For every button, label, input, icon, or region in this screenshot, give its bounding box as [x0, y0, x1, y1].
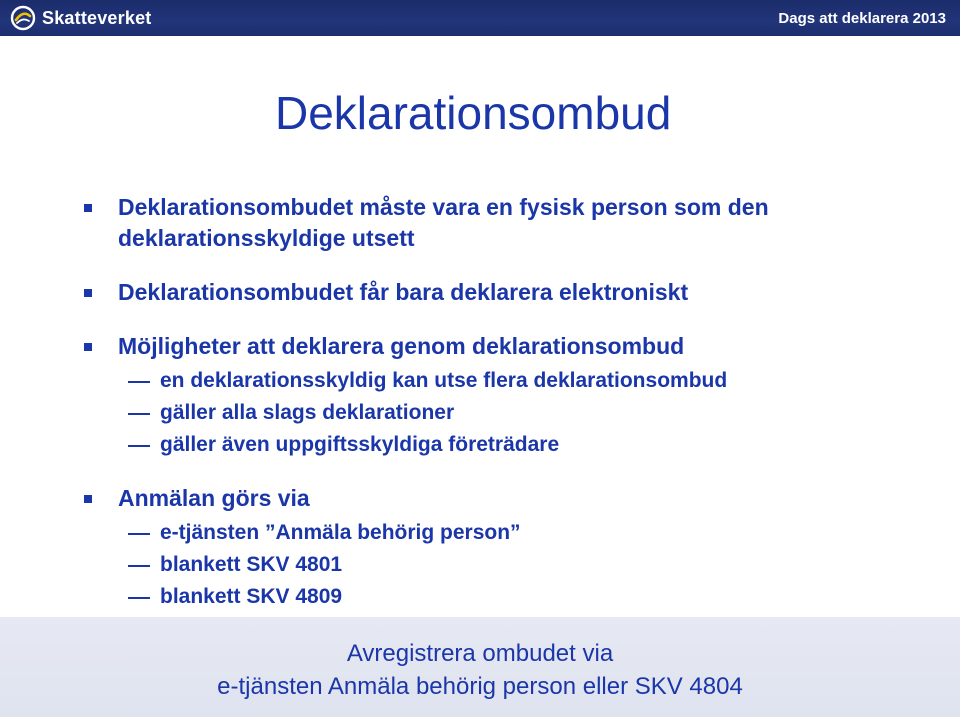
sub-bullet-item [80, 397, 940, 429]
footer-line-2: e-tjänsten Anmäla behörig person eller SKV 4804 [217, 673, 743, 700]
bullet-group-anmalan [80, 483, 940, 613]
sub-bullet-item [80, 517, 940, 549]
brand-name: Skatteverket [42, 7, 152, 28]
bullet-item-fysisk-person [80, 192, 940, 254]
dash-bullet-icon [128, 565, 150, 567]
square-bullet-icon [84, 204, 92, 212]
bullet-group-mojligheter [80, 331, 940, 461]
square-bullet-icon [84, 343, 92, 351]
sub-bullet-item [80, 581, 940, 613]
dash-bullet-icon [128, 597, 150, 599]
bullet-text-line: Deklarationsombudet måste vara en fysisk person som den [118, 194, 769, 220]
dash-bullet-icon [128, 533, 150, 535]
sub-bullet-item [80, 365, 940, 397]
square-bullet-icon [84, 289, 92, 297]
bullet-text: Deklarationsombudet får bara deklarera elektroniskt [118, 279, 689, 305]
header-event-label: Dags att deklarera 2013 [778, 10, 946, 27]
bullet-text-line: deklarationsskyldige utsett [118, 225, 415, 251]
dash-bullet-icon [128, 445, 150, 447]
sub-bullet-text: gäller även uppgiftsskyldiga företrädare [160, 433, 560, 456]
sub-bullet-text: blankett SKV 4801 [160, 553, 343, 576]
skatteverket-crown-logo-icon [10, 5, 36, 31]
header-bar [0, 0, 960, 36]
sub-bullet-text: gäller alla slags deklarationer [160, 401, 455, 424]
bullet-text: Anmälan görs via [118, 485, 310, 511]
square-bullet-icon [84, 495, 92, 503]
bullet-item-elektroniskt [80, 277, 940, 308]
footer-line-1: Avregistrera ombudet via [346, 640, 614, 667]
dash-bullet-icon [128, 413, 150, 415]
footer-banner [0, 617, 960, 717]
sub-bullet-text: e-tjänsten ”Anmäla behörig person” [160, 521, 521, 544]
bullet-item-mojligheter [80, 331, 940, 362]
logo [10, 4, 151, 32]
sub-bullet-item [80, 429, 940, 461]
sub-bullet-text: en deklarationsskyldig kan utse flera deklarationsombud [160, 369, 728, 392]
bullet-list [80, 192, 940, 635]
dash-bullet-icon [128, 381, 150, 383]
bullet-text: Möjligheter att deklarera genom deklarationsombud [118, 333, 685, 359]
sub-bullet-item [80, 549, 940, 581]
bullet-item-anmalan [80, 483, 940, 514]
page-title: Deklarationsombud [275, 87, 672, 139]
sub-bullet-text: blankett SKV 4809 [160, 585, 343, 608]
